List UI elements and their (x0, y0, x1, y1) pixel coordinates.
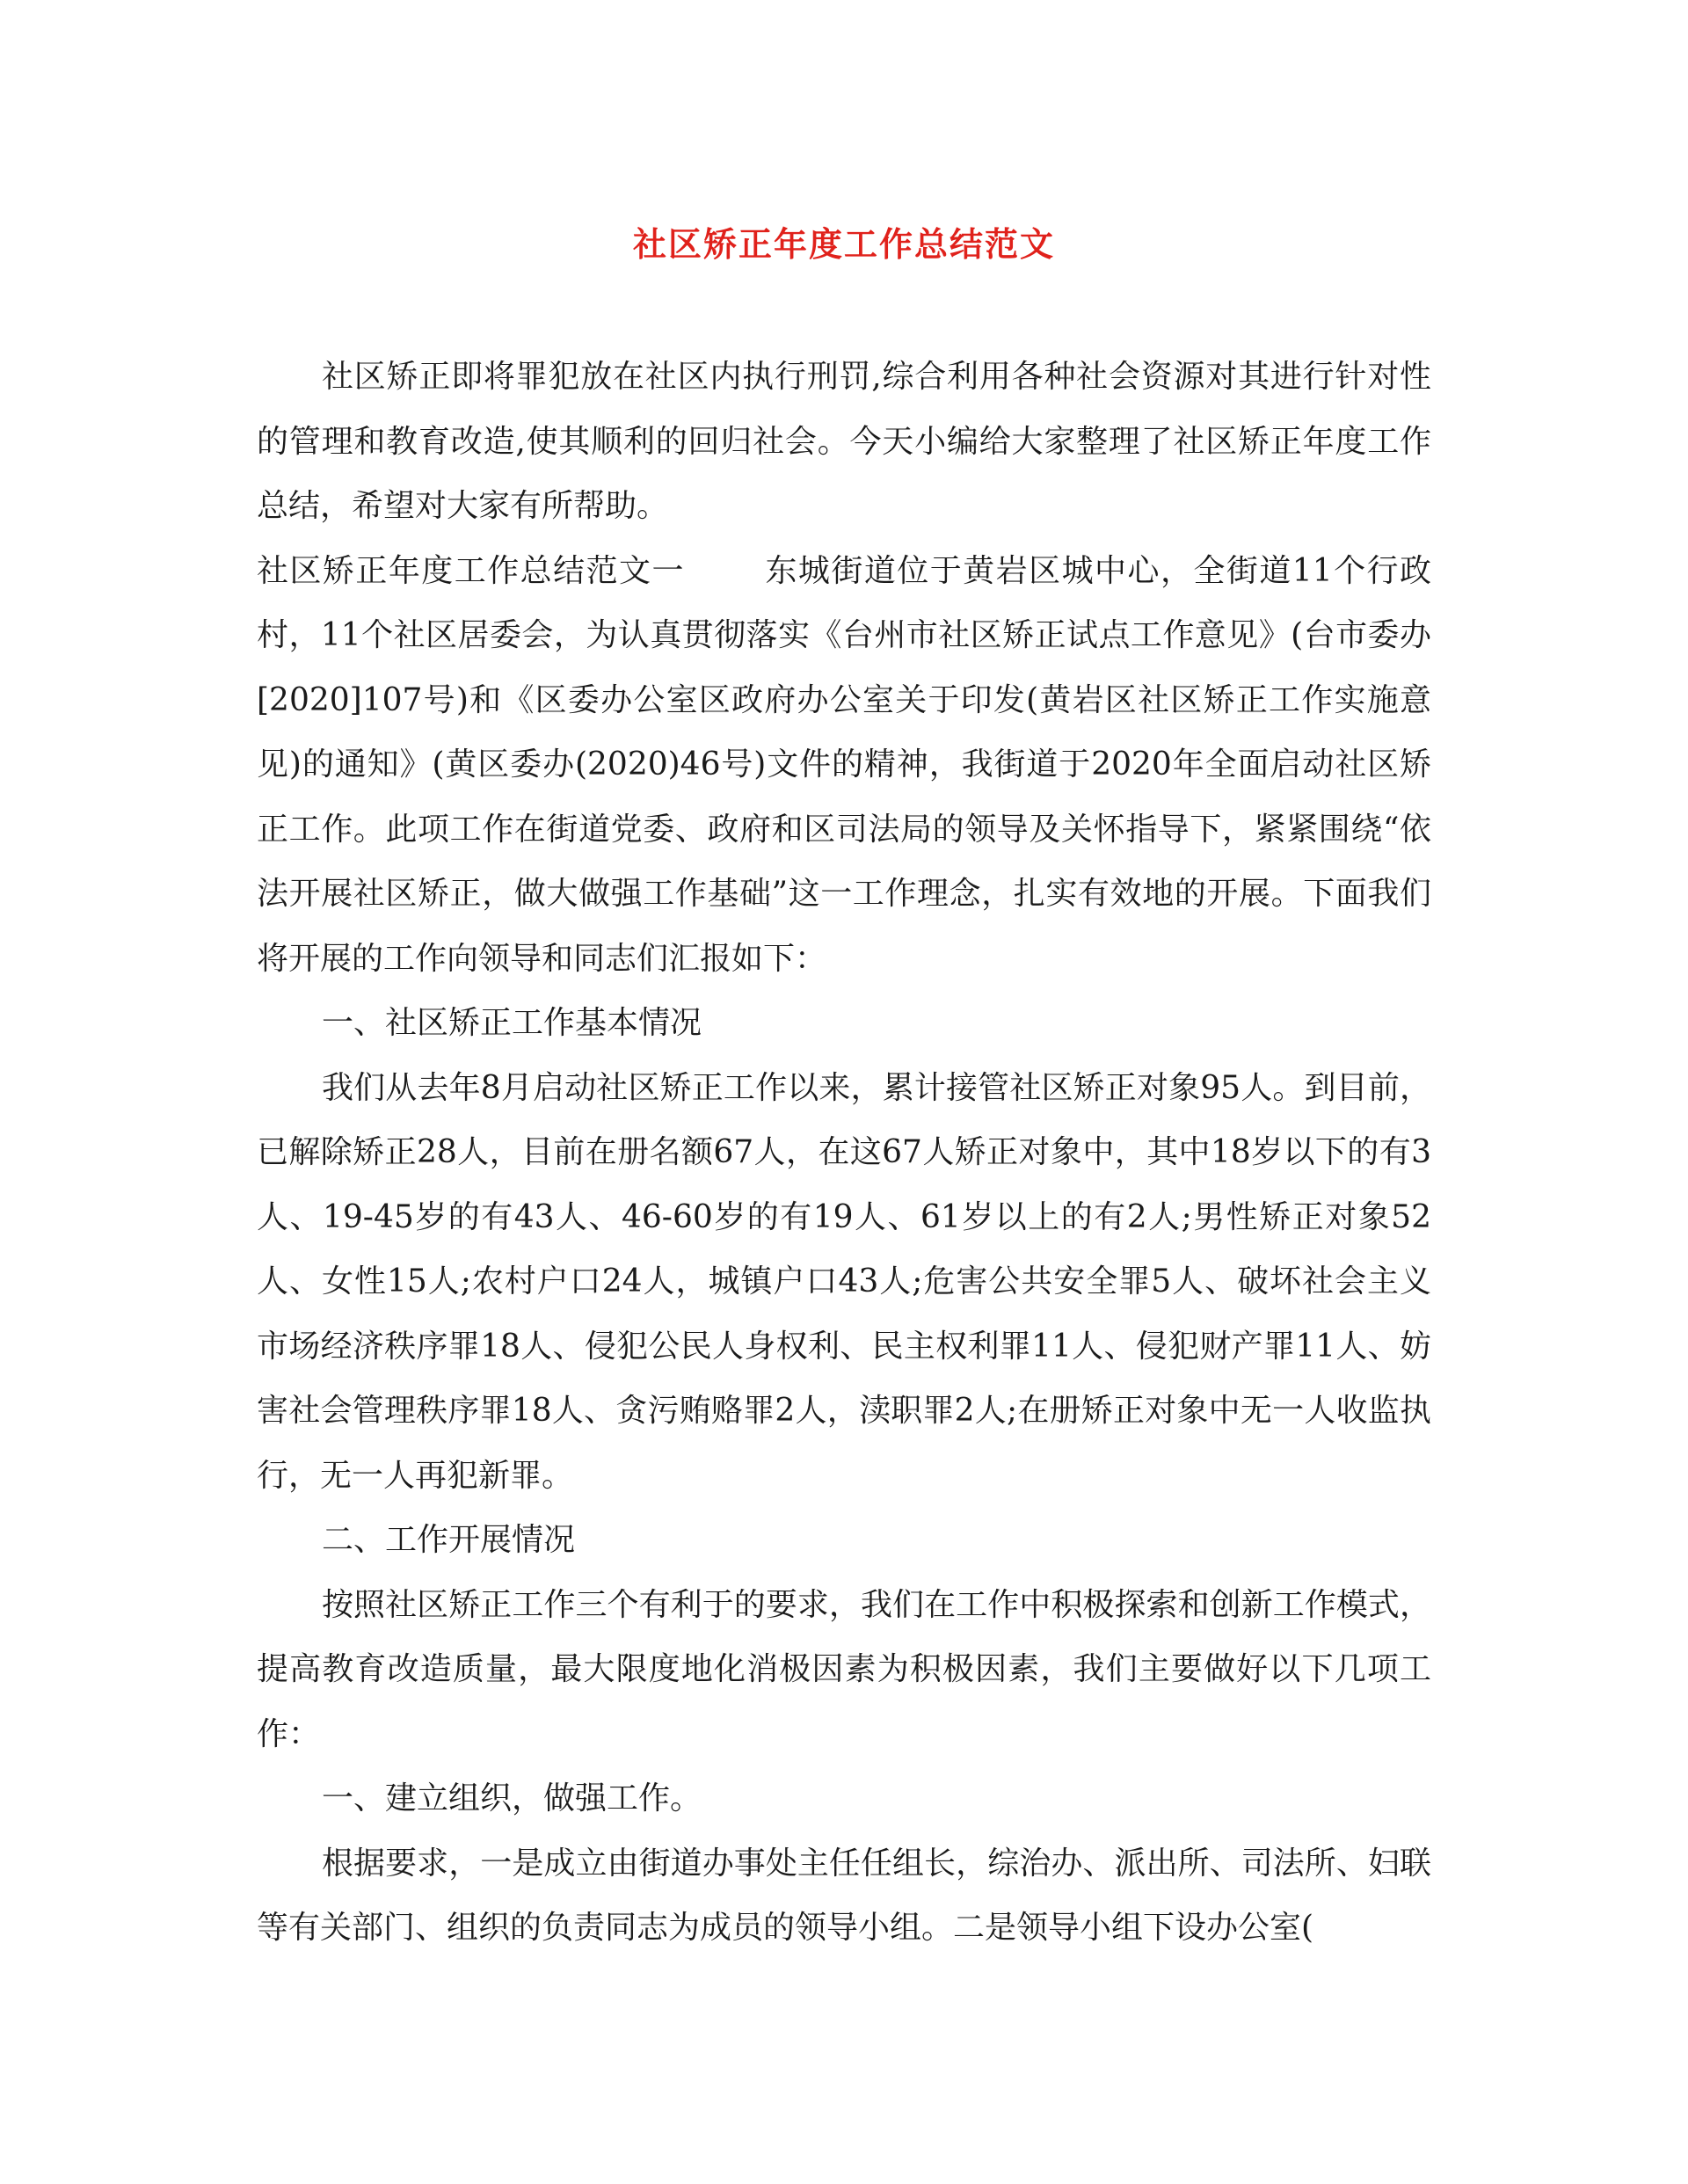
intro-paragraph: 社区矫正即将罪犯放在社区内执行刑罚,综合利用各种社会资源对其进行针对性的管理和教育改造,使其顺利的回归社会。今天小编给大家整理了社区矫正年度工作总结，希望对大家有所帮助。 (257, 359, 1431, 524)
heading-basic-situation: 一、社区矫正工作基本情况 (322, 1005, 702, 1041)
document-body (257, 345, 1431, 1961)
document-title: 社区矫正年度工作总结范文 (632, 224, 1055, 264)
work-intro-paragraph: 按照社区矫正工作三个有利于的要求，我们在工作中积极探索和创新工作模式，提高教育改造质量，最大限度地化消极因素为积极因素，我们主要做好以下几项工作： (257, 1586, 1431, 1752)
section-one-paragraph (257, 539, 1431, 992)
section-lead-text: 东城街道位于黄岩区城中心，全街道11个行政村，11个社区居委会，为认真贯彻落实《台州市社区矫正试点工作意见》(台市委办[2020]107号)和《区委办公室区政府办公室关于印发(黄岩区社区矫正工作实施意见)的通知》(黄区委办(2020)46号)文件的精神，我街道于2020年全面启动社区矫正工作。此项工作在街道党委、政府和区司法局的领导及关怀指导下，紧紧围绕“依法开展社区矫正，做大做强工作基础”这一工作理念，扎实有效地的开展。下面我们将开展的工作向领导和同志们汇报如下： (257, 552, 1431, 977)
section-label: 社区矫正年度工作总结范文一 (257, 552, 685, 589)
organization-paragraph: 根据要求，一是成立由街道办事处主任任组长，综治办、派出所、司法所、妇联等有关部门、组织的负责同志为成员的领导小组。二是领导小组下设办公室( (257, 1845, 1431, 1946)
heading-work-progress: 二、工作开展情况 (322, 1522, 576, 1558)
basic-situation-paragraph: 我们从去年8月启动社区矫正工作以来，累计接管社区矫正对象95人。到目前，已解除矫正28人，目前在册名额67人，在这67人矫正对象中，其中18岁以下的有3人、19-45岁的有43人、46-60岁的有19人、61岁以上的有2人;男性矫正对象52人、女性15人;农村户口24人，城镇户口43人;危害公共安全罪5人、破坏社会主义市场经济秩序罪18人、侵犯公民人身权利、民主权利罪11人、侵犯财产罪11人、妨害社会管理秩序罪18人、贪污贿赂罪2人，渎职罪2人;在册矫正对象中无一人收监执行，无一人再犯新罪。 (257, 1069, 1431, 1494)
heading-organization: 一、建立组织，做强工作。 (322, 1780, 702, 1816)
